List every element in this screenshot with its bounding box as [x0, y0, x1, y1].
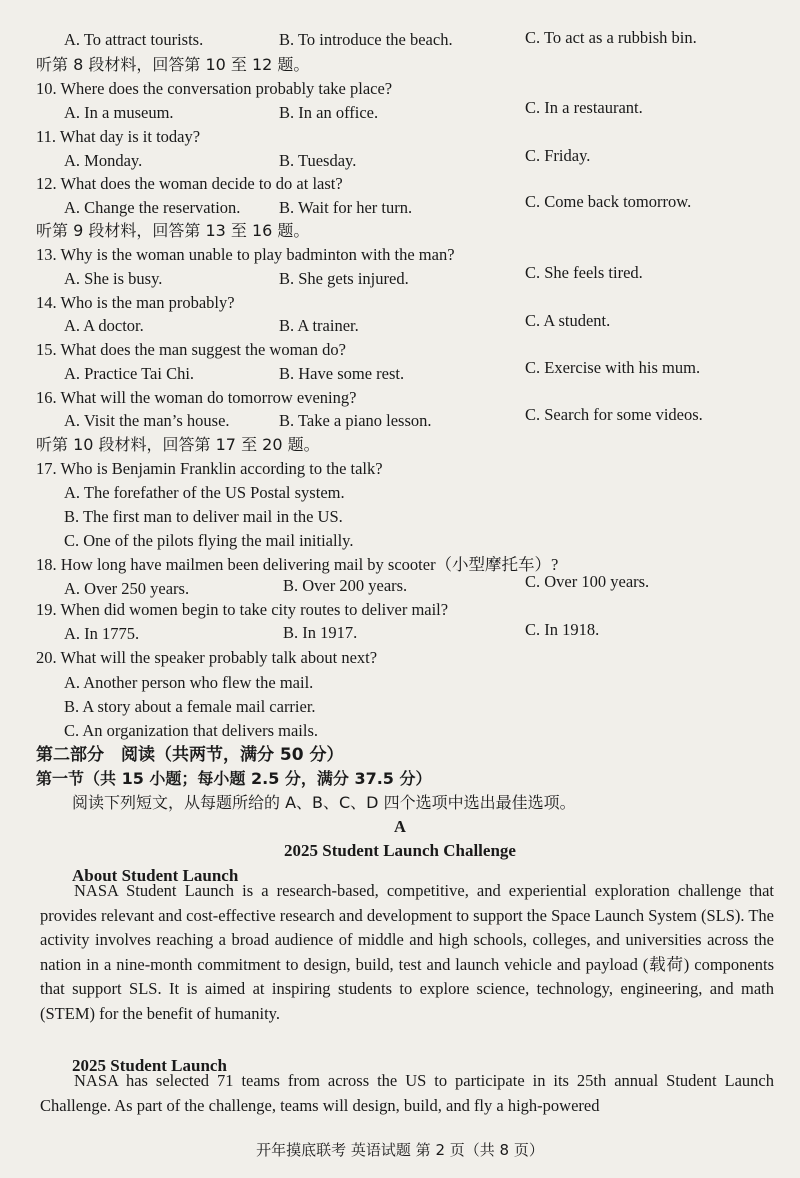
q13-option-c: C. She feels tired. — [525, 263, 643, 282]
q18-option-a: A. Over 250 years. — [64, 579, 190, 598]
q19-option-b: B. In 1917. — [283, 623, 358, 642]
q19-option-c: C. In 1918. — [525, 620, 600, 639]
q10-option-b: B. In an office. — [279, 103, 379, 122]
q20-option-c: C. An organization that delivers mails. — [64, 721, 319, 740]
part2-title: 第二部分 阅读（共两节，满分 50 分） — [36, 745, 344, 765]
q12-option-a: A. Change the reservation. — [64, 198, 241, 217]
q16-stem: 16. What will the woman do tomorrow evening? — [36, 388, 357, 407]
q13-option-a: A. She is busy. — [64, 269, 163, 288]
about-paragraph-text: NASA Student Launch is a research-based, competitive, and experiential exploration challenge that provides relevant and cost-effective research and development to support the Space Launch System (SLS). The activity involves reaching a broad audience of middle and high schools, colleges, and universities across the nation in a nine-month commitment to design, build, test and launch vehicle and payload (载荷) components that support SLS. It is aimed at inspiring students to explore science, technology, engineering, and math (STEM) for the benefit of humanity. — [40, 881, 774, 1023]
q18-stem: 18. How long have mailmen been delivering mail by scooter（小型摩托车）? — [36, 555, 559, 574]
q17-option-b: B. The first man to deliver mail in the US. — [64, 507, 343, 526]
q17-stem: 17. Who is Benjamin Franklin according to the talk? — [36, 459, 383, 478]
q15-stem: 15. What does the man suggest the woman do? — [36, 340, 346, 359]
q9-option-c: C. To act as a rubbish bin. — [525, 28, 697, 47]
q16-option-c: C. Search for some videos. — [525, 405, 703, 424]
q14-stem: 14. Who is the man probably? — [36, 293, 235, 312]
section1-title: 第一节（共 15 小题；每小题 2.5 分，满分 37.5 分） — [36, 769, 432, 788]
q19-option-a: A. In 1775. — [64, 624, 140, 643]
q19-stem: 19. When did women begin to take city routes to deliver mail? — [36, 600, 449, 619]
q12-option-c: C. Come back tomorrow. — [525, 192, 692, 211]
passage-title: 2025 Student Launch Challenge — [284, 841, 516, 860]
section8-instruction: 听第 8 段材料，回答第 10 至 12 题。 — [36, 55, 310, 74]
q17-option-a: A. The forefather of the US Postal system. — [64, 483, 345, 502]
q12-stem: 12. What does the woman decide to do at last? — [36, 174, 343, 193]
section10-instruction: 听第 10 段材料，回答第 17 至 20 题。 — [36, 435, 320, 454]
q13-option-b: B. She gets injured. — [279, 269, 409, 288]
q16-option-a: A. Visit the man’s house. — [64, 411, 230, 430]
q11-option-b: B. Tuesday. — [279, 151, 357, 170]
q15-option-b: B. Have some rest. — [279, 364, 405, 383]
q17-option-c: C. One of the pilots flying the mail initially. — [64, 531, 354, 550]
q14-option-b: B. A trainer. — [279, 316, 359, 335]
about-heading: About Student Launch — [72, 866, 239, 885]
q12-option-b: B. Wait for her turn. — [279, 198, 413, 217]
page-footer: 开年摸底联考 英语试题 第 2 页（共 8 页） — [256, 1141, 544, 1159]
q11-option-c: C. Friday. — [525, 146, 591, 165]
q13-stem: 13. Why is the woman unable to play badminton with the man? — [36, 245, 455, 264]
q10-stem: 10. Where does the conversation probably take place? — [36, 79, 393, 98]
q15-option-c: C. Exercise with his mum. — [525, 358, 701, 377]
q9-option-a: A. To attract tourists. — [64, 30, 204, 49]
q20-option-a: A. Another person who flew the mail. — [64, 673, 314, 692]
launch-paragraph — [40, 1069, 774, 1118]
q9-option-b: B. To introduce the beach. — [279, 30, 453, 49]
q18-option-b: B. Over 200 years. — [283, 576, 408, 595]
q20-stem: 20. What will the speaker probably talk about next? — [36, 648, 378, 667]
q11-stem: 11. What day is it today? — [36, 127, 201, 146]
launch-paragraph-text: NASA has selected 71 teams from across the US to participate in its 25th annual Student Launch Challenge. As part of the challenge, teams will design, build, and fly a high-powered — [40, 1071, 774, 1115]
q20-option-b: B. A story about a female mail carrier. — [64, 697, 316, 716]
launch-heading: 2025 Student Launch — [72, 1056, 227, 1075]
section9-instruction: 听第 9 段材料，回答第 13 至 16 题。 — [36, 221, 310, 240]
q16-option-b: B. Take a piano lesson. — [279, 411, 432, 430]
q10-option-a: A. In a museum. — [64, 103, 174, 122]
passage-letter: A — [394, 817, 406, 836]
q15-option-a: A. Practice Tai Chi. — [64, 364, 195, 383]
q14-option-c: C. A student. — [525, 311, 611, 330]
about-paragraph — [40, 879, 774, 1027]
reading-instruction: 阅读下列短文，从每题所给的 A、B、C、D 四个选项中选出最佳选项。 — [72, 793, 576, 812]
q18-option-c: C. Over 100 years. — [525, 572, 650, 591]
q11-option-a: A. Monday. — [64, 151, 143, 170]
q10-option-c: C. In a restaurant. — [525, 98, 643, 117]
q14-option-a: A. A doctor. — [64, 316, 144, 335]
